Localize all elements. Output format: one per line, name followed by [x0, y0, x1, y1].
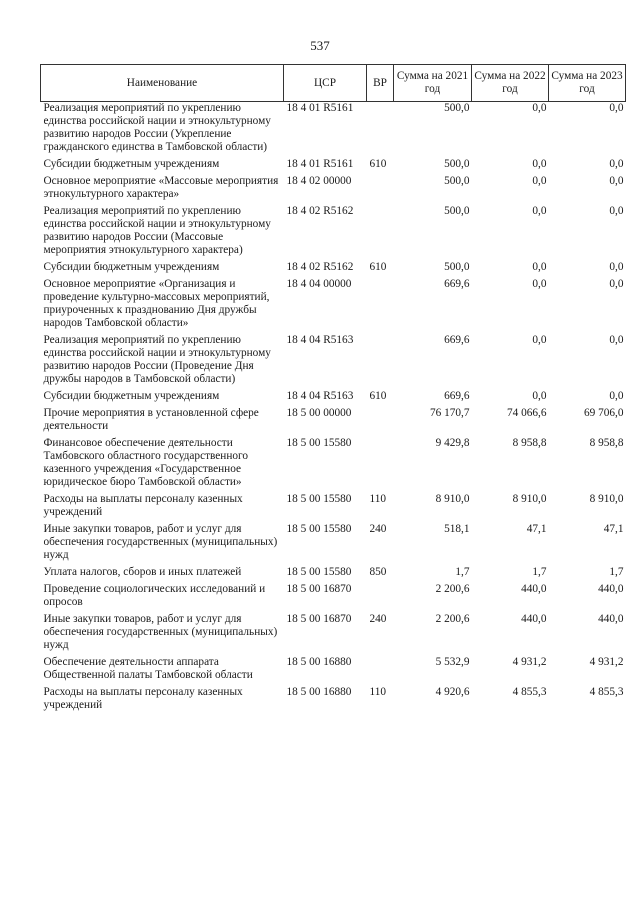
row-sum-2022: 47,1 — [526, 523, 547, 535]
row-sum-2023: 1,7 — [609, 566, 624, 578]
row-sum-2021: 500,0 — [444, 158, 470, 170]
row-sum-2022: 0,0 — [532, 278, 547, 290]
row-sum-2023: 69 706,0 — [583, 407, 624, 419]
row-vr — [367, 437, 394, 493]
row-name: Субсидии бюджетным учреждениям — [43, 390, 220, 402]
row-sum-2023: 0,0 — [609, 278, 624, 290]
budget-table — [40, 64, 626, 716]
row-sum-2023: 0,0 — [609, 158, 624, 170]
row-sum-2023: 8 910,0 — [589, 493, 624, 505]
row-vr — [367, 102, 394, 159]
page-number: 537 — [310, 38, 330, 53]
row-name: Реализация мероприятий по укреплению единства российской нации и этнокультурному развитию народов России (Укрепление гражданского единства в Тамбовской области) — [43, 102, 271, 153]
row-sum-2021: 500,0 — [444, 261, 470, 273]
row-sum-2022: 74 066,6 — [506, 407, 547, 419]
row-sum-2021: 4 920,6 — [435, 686, 470, 698]
row-vr: 610 — [369, 390, 387, 402]
table-row — [41, 686, 626, 716]
table-row — [41, 334, 626, 390]
row-sum-2022: 440,0 — [521, 613, 547, 625]
row-sum-2023: 440,0 — [598, 613, 624, 625]
row-sum-2021: 1,7 — [455, 566, 470, 578]
row-sum-2023: 0,0 — [609, 334, 624, 346]
row-sum-2022: 0,0 — [532, 390, 547, 402]
row-vr — [367, 278, 394, 334]
table-row — [41, 205, 626, 261]
row-csr: 18 5 00 00000 — [286, 407, 352, 419]
row-name: Прочие мероприятия в установленной сфере деятельности — [43, 407, 259, 432]
row-csr: 18 4 02 00000 — [286, 175, 352, 187]
row-sum-2022: 4 931,2 — [512, 656, 547, 668]
table-row — [41, 261, 626, 278]
header-sum-2021: Сумма на 2021 год — [394, 65, 472, 102]
header-sum-2022: Сумма на 2022 год — [472, 65, 549, 102]
header-name: Наименование — [41, 65, 284, 102]
row-sum-2021: 669,6 — [444, 334, 470, 346]
row-name: Иные закупки товаров, работ и услуг для обеспечения государственных (муниципальных) нужд — [43, 523, 278, 561]
row-vr: 110 — [369, 686, 387, 698]
header-sum-2023: Сумма на 2023 год — [549, 65, 626, 102]
row-sum-2023: 4 931,2 — [589, 656, 624, 668]
row-sum-2021: 669,6 — [444, 390, 470, 402]
header-vr: ВР — [367, 65, 394, 102]
row-vr — [367, 175, 394, 205]
row-sum-2021: 2 200,6 — [435, 583, 470, 595]
row-sum-2023: 0,0 — [609, 390, 624, 402]
row-csr: 18 5 00 15580 — [286, 523, 352, 535]
row-sum-2022: 4 855,3 — [512, 686, 547, 698]
table-row — [41, 493, 626, 523]
row-sum-2023: 8 958,8 — [589, 437, 624, 449]
row-sum-2021: 9 429,8 — [435, 437, 470, 449]
row-csr: 18 5 00 16870 — [286, 613, 352, 625]
row-name: Расходы на выплаты персоналу казенных учреждений — [43, 493, 243, 518]
row-vr: 610 — [369, 261, 387, 273]
row-sum-2021: 2 200,6 — [435, 613, 470, 625]
row-csr: 18 5 00 15580 — [286, 437, 352, 449]
row-sum-2023: 0,0 — [609, 261, 624, 273]
table-row — [41, 656, 626, 686]
row-sum-2023: 0,0 — [609, 102, 624, 114]
row-sum-2021: 76 170,7 — [429, 407, 470, 419]
row-csr: 18 5 00 16880 — [286, 686, 352, 698]
row-sum-2023: 4 855,3 — [589, 686, 624, 698]
table-row — [41, 613, 626, 656]
row-sum-2021: 8 910,0 — [435, 493, 470, 505]
table-row — [41, 175, 626, 205]
row-csr: 18 4 01 R5161 — [286, 158, 354, 170]
row-vr — [367, 656, 394, 686]
row-vr — [367, 205, 394, 261]
row-sum-2021: 500,0 — [444, 102, 470, 114]
row-csr: 18 4 04 00000 — [286, 278, 352, 290]
row-sum-2022: 0,0 — [532, 102, 547, 114]
row-name: Уплата налогов, сборов и иных платежей — [43, 566, 242, 578]
row-csr: 18 4 04 R5163 — [286, 334, 354, 346]
table-header — [41, 65, 626, 102]
row-sum-2021: 669,6 — [444, 278, 470, 290]
table-row — [41, 523, 626, 566]
row-name: Субсидии бюджетным учреждениям — [43, 158, 220, 170]
row-sum-2021: 5 532,9 — [435, 656, 470, 668]
row-csr: 18 5 00 15580 — [286, 493, 352, 505]
row-name: Основное мероприятие «Организация и проведение культурно-массовых мероприятий, приуроченных к празднованию Дня дружбы народов Тамбовской области» — [43, 278, 270, 329]
table-row — [41, 566, 626, 583]
row-sum-2021: 500,0 — [444, 205, 470, 217]
row-vr — [367, 407, 394, 437]
row-vr — [367, 583, 394, 613]
row-sum-2022: 440,0 — [521, 583, 547, 595]
row-sum-2022: 0,0 — [532, 205, 547, 217]
row-csr: 18 4 02 R5162 — [286, 261, 354, 273]
row-vr: 240 — [369, 613, 387, 625]
row-sum-2022: 0,0 — [532, 334, 547, 346]
row-csr: 18 5 00 16880 — [286, 656, 352, 668]
table-row — [41, 583, 626, 613]
row-sum-2022: 1,7 — [532, 566, 547, 578]
row-sum-2023: 440,0 — [598, 583, 624, 595]
row-name: Проведение социологических исследований и опросов — [43, 583, 266, 608]
row-vr: 850 — [369, 566, 387, 578]
row-name: Реализация мероприятий по укреплению единства российской нации и этнокультурному развитию народов России (Проведение Дня дружбы народов в Тамбовской области) — [43, 334, 271, 385]
row-sum-2021: 518,1 — [444, 523, 470, 535]
row-vr: 610 — [369, 158, 387, 170]
row-name: Субсидии бюджетным учреждениям — [43, 261, 220, 273]
table-row — [41, 278, 626, 334]
row-name: Обеспечение деятельности аппарата Общественной палаты Тамбовской области — [43, 656, 253, 681]
row-sum-2022: 8 958,8 — [512, 437, 547, 449]
table-row — [41, 390, 626, 407]
row-name: Реализация мероприятий по укреплению единства российской нации и этнокультурному развитию народов России (Массовые мероприятия этнокультурного характера) — [43, 205, 271, 256]
row-sum-2023: 47,1 — [603, 523, 624, 535]
table-row — [41, 407, 626, 437]
row-name: Финансовое обеспечение деятельности Тамбовского областного государственного казенного учреждения «Государственное юридическое бюро Тамбовской области» — [43, 437, 249, 488]
row-csr: 18 4 02 R5162 — [286, 205, 354, 217]
row-sum-2023: 0,0 — [609, 175, 624, 187]
row-vr: 240 — [369, 523, 387, 535]
row-vr — [367, 334, 394, 390]
row-vr: 110 — [369, 493, 387, 505]
table-row — [41, 437, 626, 493]
row-csr: 18 5 00 16870 — [286, 583, 352, 595]
row-sum-2023: 0,0 — [609, 205, 624, 217]
row-sum-2022: 0,0 — [532, 158, 547, 170]
row-csr: 18 4 04 R5163 — [286, 390, 354, 402]
table-row — [41, 158, 626, 175]
row-sum-2022: 0,0 — [532, 261, 547, 273]
row-name: Иные закупки товаров, работ и услуг для обеспечения государственных (муниципальных) нужд — [43, 613, 278, 651]
row-name: Расходы на выплаты персоналу казенных учреждений — [43, 686, 243, 711]
header-csr: ЦСР — [284, 65, 367, 102]
row-sum-2021: 500,0 — [444, 175, 470, 187]
row-csr: 18 4 01 R5161 — [286, 102, 354, 114]
row-sum-2022: 8 910,0 — [512, 493, 547, 505]
table-body — [41, 102, 626, 717]
row-name: Основное мероприятие «Массовые мероприятия этнокультурного характера» — [43, 175, 279, 200]
row-sum-2022: 0,0 — [532, 175, 547, 187]
table-row — [41, 102, 626, 159]
row-csr: 18 5 00 15580 — [286, 566, 352, 578]
